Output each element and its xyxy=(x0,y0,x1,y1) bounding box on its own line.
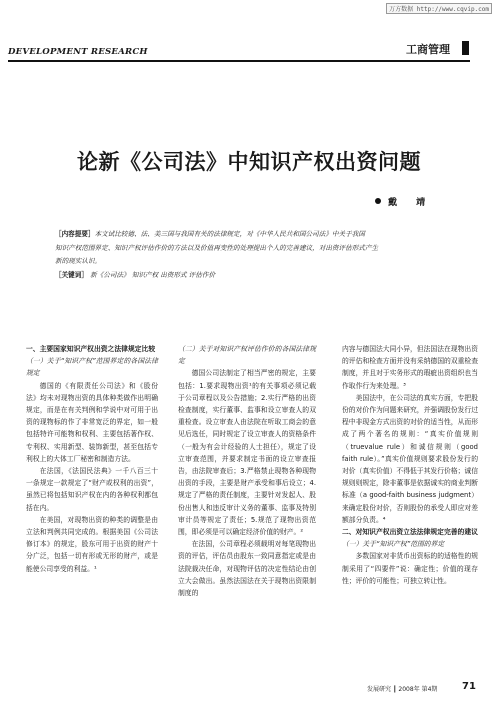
footer-issue: 发展研究 ┃ 2008年 第4期 xyxy=(367,686,438,693)
summary-label: ［内容提要］ xyxy=(55,230,95,238)
header-rule xyxy=(8,60,470,62)
page-number: 71 xyxy=(462,681,476,692)
summary-line: 知识产权范围界定、知识产权评估作价的方法以及价值再变性的处理提出个人的完善建议，对出资评估形式产生 xyxy=(55,243,379,252)
column-title: 工商管理 xyxy=(406,43,450,56)
body-paragraph: 在法国，公司章程必须载明对每笔现物出资的评估，评估员由股东一致同意指定或是由法院裁决任命，对现物评估的决定性结论由创立大会做出。虽然法国法在关于现物出资限制制度的 xyxy=(178,540,316,598)
keywords-label: ［关键词］ xyxy=(55,270,88,279)
body-column-3 xyxy=(342,343,478,587)
body-paragraph: 德国公司法制定了相当严密的规定，主要包括：1.要求现物出资¹的有关事项必须记载于公司章程以及公告措施；2.实行严格的出资检查制度，实行董事、监事和设立审查人的双重检查。设立审查人由法院在听取工商会的意见后选任，同时规定了设立审查人的资格条件（一般为有会计经验的人士担任），规定了设立审查范围，并要求制定书面的设立审查报告，由法院审查后；3.严格禁止现物各种现物出资的手段，主要是财产承受和事后设立；4.规定了严格的责任制度，主要针对发起人、股份出售人和违反审计义务的董事、监事及特别审计员等规定了责任；5.规范了现物出资范围，即必须是可以确定经济价值的财产。² xyxy=(178,369,316,537)
body-paragraph: 多数国家对非货币出资标的的适格性的规制采用了“四要件”说：确定性；价值的现存性；评价的可能性；可独立转让性。 xyxy=(342,552,478,585)
abstract-summary xyxy=(55,228,445,242)
body-paragraph: 在美国，对现物出资的种类的调整是由立法和判例共同完成的。根据美国《公司法修订本》的规定，股东可用于出资的财产十分广泛，包括一切有形或无形的财产，或是能使公司享受的利益。¹ xyxy=(26,515,158,573)
body-paragraph: 内容与德国法大同小异，但法国法在现物出资的评估和检查方面并没有采纳德国的双重检查制度，并且对于实务形式的瑕疵出资组织也当作取作行为来处理。³ xyxy=(342,345,478,390)
section-heading: 二、对知识产权出资立法法律规定完善的建议 xyxy=(342,528,478,537)
subsection-heading: （一）关于“知识产权”范围的界定 xyxy=(342,540,445,549)
abstract-keywords xyxy=(55,269,445,283)
author-bullet xyxy=(375,198,381,204)
body-paragraph: 德国的《有限责任公司法》和《股份法》均未对现物出资的具体种类做作出明确规定，而是在有关判例和学说中对可用于出资的现物标的作了非常宽泛的界定，如一般包括特许可能物和权利、主要包括著作权、专利权、实用新型、装饰新型，甚至包括专利权上的大体工厂秘密和制造方法。 xyxy=(26,381,158,463)
subsection-heading: （二）关于对知识产权评估作价的各国法律规定 xyxy=(178,345,316,366)
body-paragraph: 美国法中，在公司法的真实方面，专把股份的对价作为问题来研究，并强调股份发行过程中非现金方式出资的对价的适当性，从而形成了两个著名的规则：“真实价值规则（truevalue rule）和诚信规则（good faith rule）。”真实价值规则要求股份发行的对价（真实价值）不得低于其发行价格；诚信规则则规定，除非董事是依据诚实的商业判断标准（a good-faith business judgment）来确定股份对价，否则股份的承受人即应对差额部分负责。⁴ xyxy=(342,393,478,524)
watermark: 万方数据 http://www.cqvip.com xyxy=(386,3,492,14)
body-paragraph: 在法国，《法国民法典》一千八百三十一条规定一款规定了“财产或权利的出资”，虽然已将包括知识产权在内的各种权利都包括在内。 xyxy=(26,467,158,512)
journal-name: DEVELOPMENT RESEARCH xyxy=(8,47,148,57)
author-name: 戴 靖 xyxy=(388,198,434,208)
column-mark xyxy=(462,41,469,55)
abstract xyxy=(55,228,445,282)
subsection-heading: （一）关于“知识产权”范围界定的各国法律规定 xyxy=(26,357,158,378)
article-title: 论新《公司法》中知识产权出资问题 xyxy=(77,150,421,174)
summary-line: 本文试比较德、法、美三国与我国有关的法律规定，对《中华人民共和国公司法》中关于我国 xyxy=(94,230,365,238)
keywords-text: 新《公司法》 知识产权 出资形式 评估作价 xyxy=(90,270,216,279)
summary-line: 新的现实认识。 xyxy=(55,257,102,265)
body-column-1 xyxy=(26,343,158,575)
section-heading: 一、主要国家知识产权出资之法律规定比较 xyxy=(26,345,156,353)
body-column-2 xyxy=(178,343,316,599)
